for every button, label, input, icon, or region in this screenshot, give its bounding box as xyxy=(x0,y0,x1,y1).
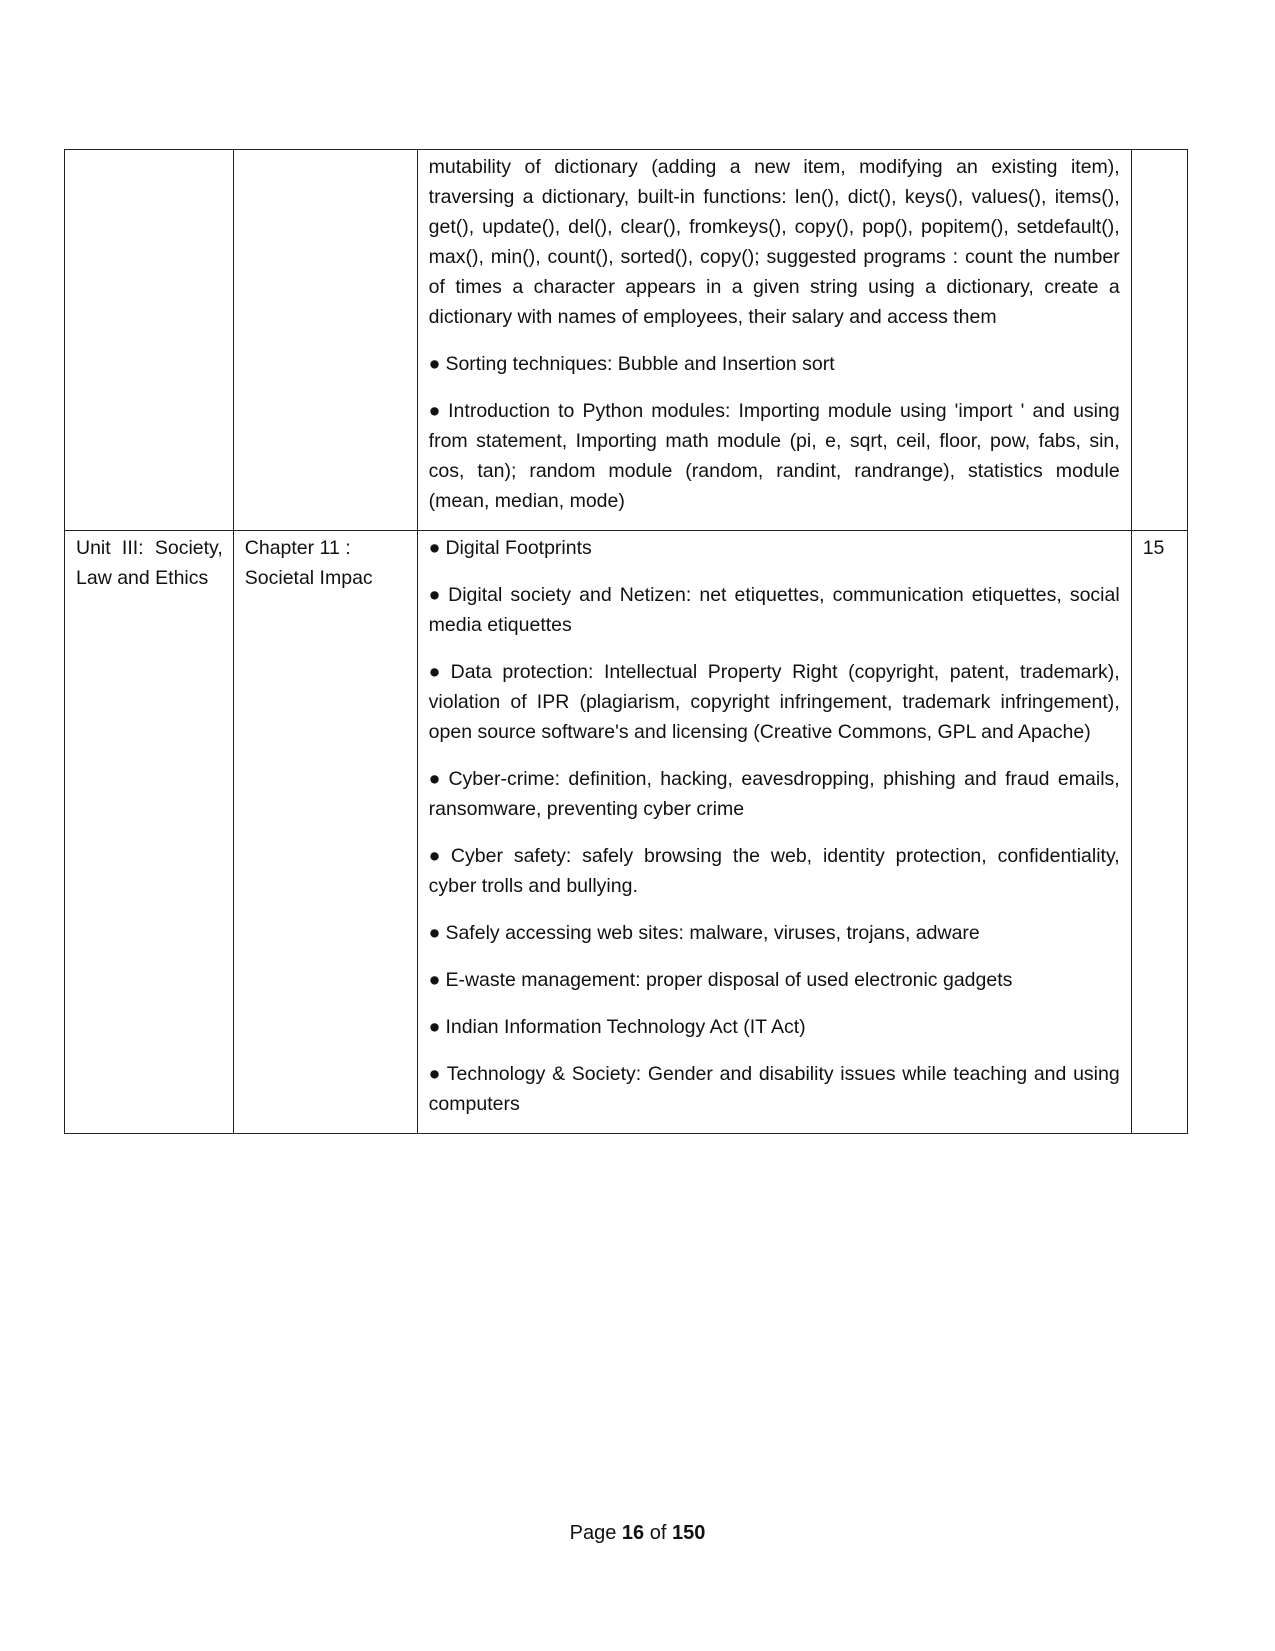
bullet-icon: ● xyxy=(428,845,446,867)
unit-label: Unit III: Society, Law and Ethics xyxy=(76,537,223,589)
content-paragraph: ● Safely accessing web sites: malware, viruses, trojans, adware xyxy=(428,922,980,944)
syllabus-table xyxy=(64,149,1188,1134)
table-row xyxy=(65,531,1188,1134)
of-word: of xyxy=(649,1522,667,1544)
content-paragraph: ● Cyber safety: safely browsing the web, identity protection, confidentiality, cyber trolls and bullying. xyxy=(428,845,1120,897)
content-paragraph: ● Indian Information Technology Act (IT Act) xyxy=(428,1016,806,1038)
content-paragraph: ● Introduction to Python modules: Importing module using 'import ' and using from statement, Importing math module (pi, e, sqrt, ceil, floor, pow, fabs, sin, cos, tan); random module (random, randint, randrange), statistics module (mean, median, mode) xyxy=(428,400,1120,512)
bullet-icon: ● xyxy=(428,969,441,991)
chapter-cell xyxy=(233,531,417,1134)
current-page-number: 16 xyxy=(621,1522,645,1544)
marks-value: 15 xyxy=(1142,537,1165,559)
unit-cell xyxy=(65,531,234,1134)
content-cell xyxy=(417,150,1131,531)
content-paragraph: ● E-waste management: proper disposal of used electronic gadgets xyxy=(428,969,1013,991)
bullet-icon: ● xyxy=(428,768,444,790)
marks-cell xyxy=(1131,150,1187,531)
content-paragraph: ● Sorting techniques: Bubble and Insertion sort xyxy=(428,353,835,375)
content-paragraph: ● Digital society and Netizen: net etiquettes, communication etiquettes, social media etiquettes xyxy=(428,584,1120,636)
bullet-icon: ● xyxy=(428,1016,441,1038)
content-paragraph: ● Technology & Society: Gender and disability issues while teaching and using computers xyxy=(428,1063,1120,1115)
page-footer xyxy=(0,1520,1275,1546)
content-paragraph: ● Digital Footprints xyxy=(428,537,592,559)
bullet-icon: ● xyxy=(428,584,444,606)
bullet-icon: ● xyxy=(428,400,444,422)
bullet-icon: ● xyxy=(428,661,446,683)
bullet-icon: ● xyxy=(428,537,441,559)
content-paragraph: ● Cyber-crime: definition, hacking, eavesdropping, phishing and fraud emails, ransomware, preventing cyber crime xyxy=(428,768,1120,820)
table-row xyxy=(65,150,1188,531)
page-word: Page xyxy=(569,1522,617,1544)
chapter-cell xyxy=(233,150,417,531)
content-paragraph: ● Data protection: Intellectual Property Right (copyright, patent, trademark), violation of IPR (plagiarism, copyright infringement, trademark infringement), open source software's and licensing (Creative Commons, GPL and Apache) xyxy=(428,661,1120,743)
bullet-icon: ● xyxy=(428,922,441,944)
bullet-icon: ● xyxy=(428,353,441,375)
content-cell xyxy=(417,531,1131,1134)
unit-cell xyxy=(65,150,234,531)
chapter-label: Chapter 11 : Societal Impac xyxy=(244,537,373,589)
content-paragraph: mutability of dictionary (adding a new item, modifying an existing item), traversing a dictionary, built-in functions: len(), dict(), keys(), values(), items(), get(), update(), del(), clear(), fromkeys(), copy(), pop(), popitem(), setdefault(), max(), min(), count(), sorted(), copy(); suggested programs : count the number of times a character appears in a given string using a dictionary, create a dictionary with names of employees, their salary and access them xyxy=(428,156,1120,328)
total-pages-number: 150 xyxy=(671,1522,706,1544)
bullet-icon: ● xyxy=(428,1063,442,1085)
marks-cell xyxy=(1131,531,1187,1134)
